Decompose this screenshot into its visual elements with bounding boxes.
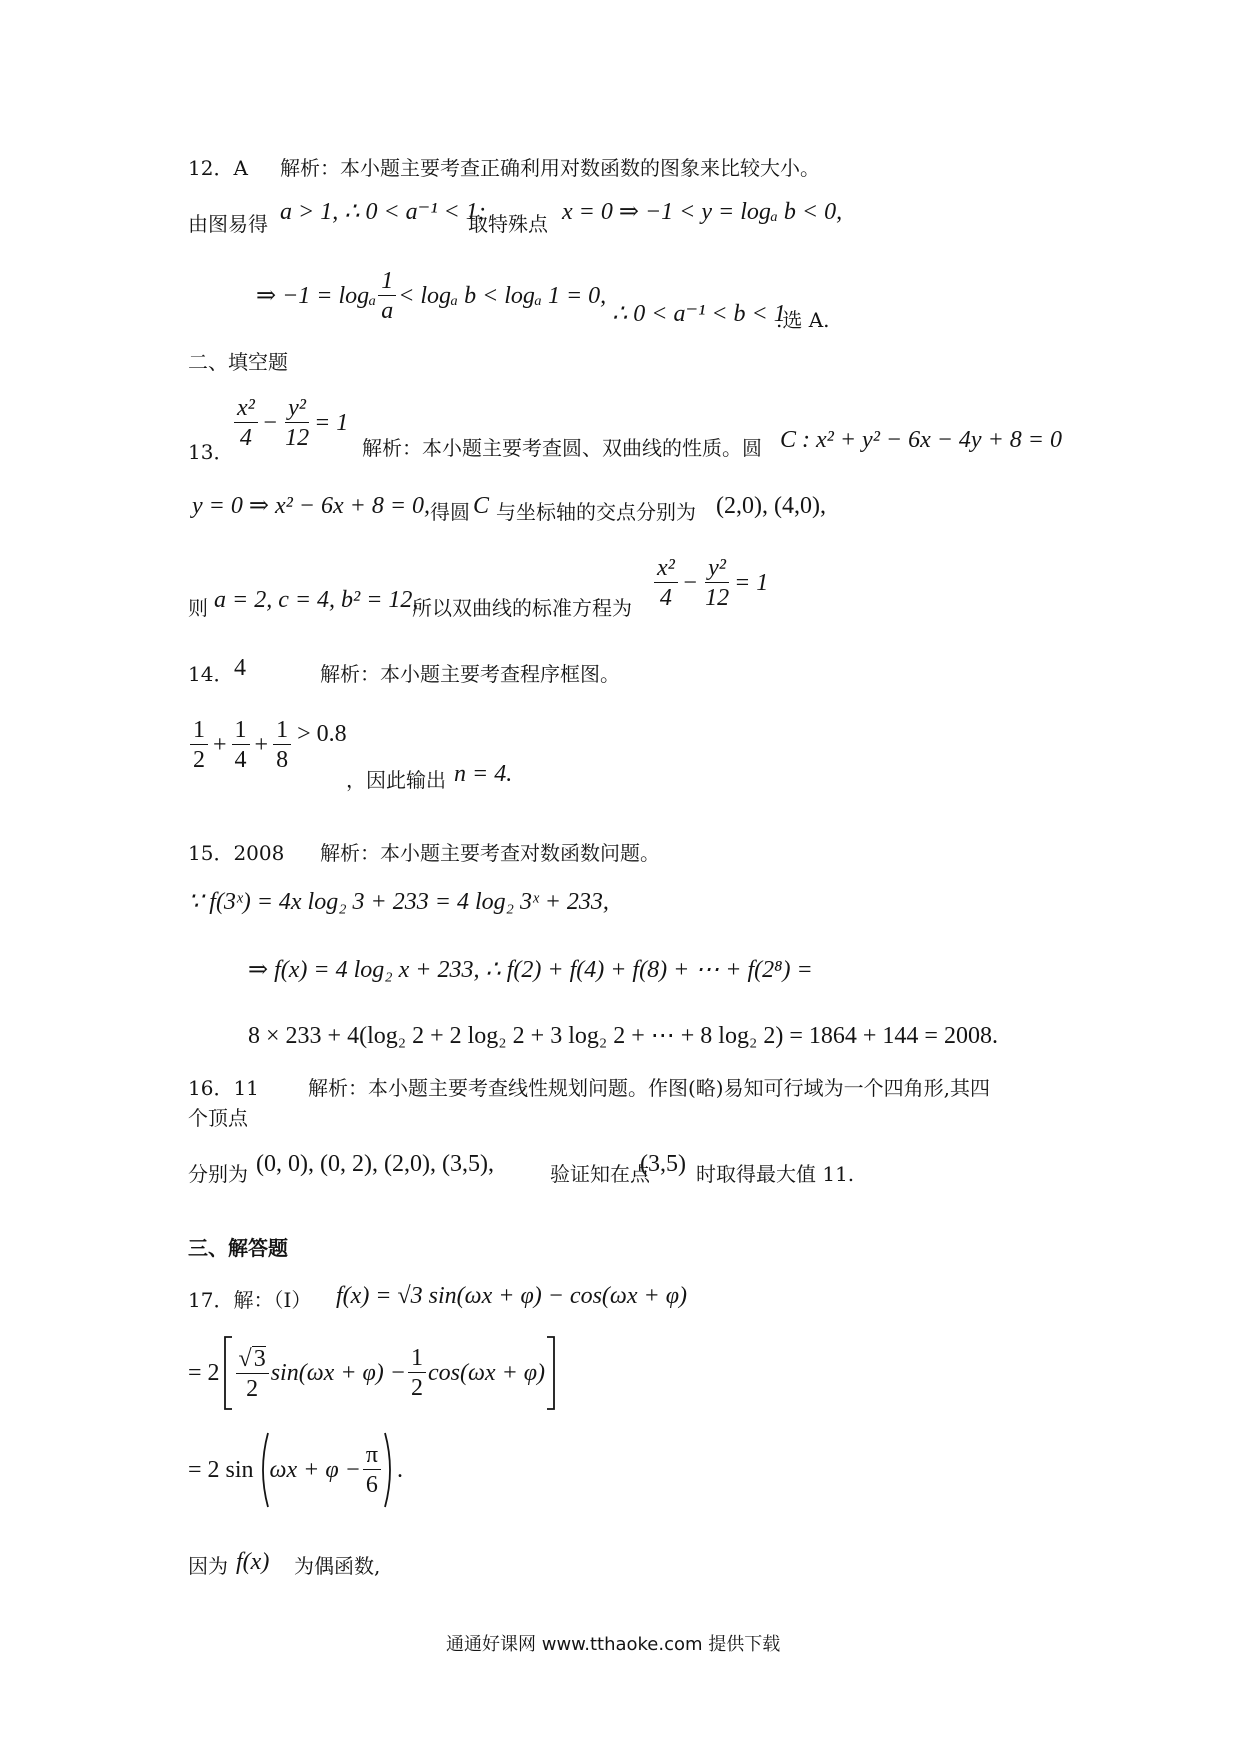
section-solutions-title: 三、解答题 xyxy=(188,1236,288,1260)
q12-frac-num: 1 xyxy=(378,269,396,296)
q13-line3-text1: 则 xyxy=(188,596,208,620)
q12-line2-prefix: 由图易得 xyxy=(188,212,268,236)
right-bracket-icon xyxy=(545,1335,557,1411)
q17-line4-text1: 因为 xyxy=(188,1554,228,1578)
q14-frac-1-den: 2 xyxy=(193,747,205,773)
q12-explanation: 解析：本小题主要考查正确利用对数函数的图象来比较大小。 xyxy=(280,156,820,180)
q13-std-frac-x xyxy=(654,556,678,610)
q16-line2-text2: 验证知在点 xyxy=(550,1162,650,1186)
q14-frac-2-den: 4 xyxy=(234,747,247,773)
q14-answer: 4 xyxy=(234,655,246,681)
q13-line2-C: C xyxy=(473,493,490,519)
q17-sqrt3: 3 xyxy=(253,1345,266,1372)
q14-frac-2-num: 1 xyxy=(232,718,250,745)
q15-line1: ∵ f(3ˣ) = 4x log₂ 3 + 233 = 4 log₂ 3ˣ + 233, xyxy=(188,889,609,915)
q17-line3-end: . xyxy=(396,1457,403,1483)
q12-line3-math3: ∴ 0 < a⁻¹ < b < 1 xyxy=(612,301,786,327)
q13-std-frac-x-den: 4 xyxy=(659,585,672,611)
q13-standard-equation: $\frac{\text{x²}}{4}$ − $\frac{\text{y²}}{12}$ = 1 xyxy=(652,556,768,610)
q13-frac-x xyxy=(234,396,258,450)
q13-circle-eq: C : x² + y² − 6x − 4y + 8 = 0 xyxy=(780,427,1062,453)
q17-line3 xyxy=(188,1430,403,1510)
q17-frac-sqrt3 xyxy=(236,1346,269,1401)
q14-frac-3 xyxy=(273,718,291,772)
q17-frac-half-den: 2 xyxy=(410,1375,423,1401)
q13-line3-math: a = 2, c = 4, b² = 12, xyxy=(214,587,419,613)
q13-line2-points: (2,0), (4,0), xyxy=(716,493,826,519)
left-bracket-icon xyxy=(222,1335,234,1411)
q17-line2-post: cos(ωx + φ) xyxy=(427,1360,546,1386)
q13-std-frac-y-den: 12 xyxy=(705,585,730,611)
q13-frac-y xyxy=(282,396,312,450)
page-footer: 通通好课网 www.tthaoke.com 提供下载 xyxy=(446,1634,781,1655)
q15-number: 15．2008 xyxy=(188,841,285,865)
q17-line3-pre: = 2 sin xyxy=(188,1457,254,1483)
q13-frac-y-den: 12 xyxy=(285,425,310,451)
q14-frac-1 xyxy=(190,718,208,772)
q15-explanation: 解析：本小题主要考查对数函数问题。 xyxy=(320,841,660,865)
q14-number: 14． xyxy=(188,662,234,686)
q13-std-eq: = 1 xyxy=(734,570,769,596)
q17-frac-sqrt3-den: 2 xyxy=(246,1375,259,1402)
section-fill-in-title: 二、填空题 xyxy=(188,350,288,374)
q14-sum: $\frac{1}{2}$ + $\frac{1}{4}$ + $\frac{1}{8}$ > 0.8 xyxy=(188,718,347,772)
q17-line3-mid: ωx + φ − xyxy=(269,1457,361,1483)
q13-line2-math: y = 0 ⇒ x² − 6x + 8 = 0, xyxy=(192,493,431,519)
q13-answer-eq: = 1 xyxy=(314,410,349,436)
q12-line3-rhs: < logₐ b < logₐ 1 = 0, xyxy=(398,283,607,309)
q14-output: n = 4. xyxy=(454,761,513,787)
q13-line3-text2: 所以双曲线的标准方程为 xyxy=(412,596,632,620)
q13-line2-text2: 与坐标轴的交点分别为 xyxy=(496,500,696,524)
q12-frac-den: a xyxy=(381,298,394,324)
q13-std-frac-y xyxy=(702,556,732,610)
q13-frac-y-num: y² xyxy=(285,396,309,423)
q16-explanation: 解析：本小题主要考查线性规划问题。作图(略)易知可行域为一个四角形,其四 xyxy=(308,1076,990,1100)
q14-gt: > 0.8 xyxy=(297,721,347,747)
q17-frac-pi6 xyxy=(363,1443,381,1497)
q17-frac-half xyxy=(408,1346,426,1400)
q14-frac-3-den: 8 xyxy=(276,747,289,773)
q17-line2 xyxy=(188,1334,557,1412)
q17-frac-pi: π xyxy=(363,1443,381,1470)
q17-frac-half-num: 1 xyxy=(408,1346,426,1373)
q17-line2-mid: sin(ωx + φ) − xyxy=(270,1360,406,1386)
q12-line3-math xyxy=(256,269,606,323)
q17-frac-6: 6 xyxy=(365,1472,378,1498)
q16-vertices: (0, 0), (0, 2), (2,0), (3,5), xyxy=(256,1151,494,1177)
q14-frac-3-num: 1 xyxy=(273,718,291,745)
q15-line3: 8 × 233 + 4(log₂ 2 + 2 log₂ 2 + 3 log₂ 2 + ⋯ + 8 log₂ 2) = 1864 + 144 = 2008. xyxy=(248,1023,998,1049)
q14-frac-2 xyxy=(232,718,250,772)
q16-number: 16．11 xyxy=(188,1076,259,1100)
q13-std-frac-y-num: y² xyxy=(705,556,729,583)
q17-frac-sqrt3-num: √3 xyxy=(236,1346,269,1374)
q12-number: 12．A xyxy=(188,156,248,180)
q17-line4-text2: 为偶函数, xyxy=(294,1554,381,1578)
q16-line2-text1: 分别为 xyxy=(188,1162,248,1186)
q17-line4-math: f(x) xyxy=(236,1549,270,1575)
q12-line2-mid: 取特殊点 xyxy=(468,212,548,236)
q12-line2-math2: x = 0 ⇒ −1 < y = logₐ b < 0, xyxy=(562,199,843,225)
q16-line2-text3: 时取得最大值 11. xyxy=(696,1162,855,1186)
q17-number: 17．解：（Ⅰ） xyxy=(188,1288,312,1312)
q15-line2: ⇒ f(x) = 4 log₂ x + 233, ∴ f(2) + f(4) + f(8) + ⋯ + f(2⁸) = xyxy=(248,957,813,983)
left-paren-icon xyxy=(256,1431,270,1509)
q17-line1: f(x) = √3 sin(ωx + φ) − cos(ωx + φ) xyxy=(336,1283,687,1309)
q14-text: ，因此输出 xyxy=(346,768,446,792)
q14-frac-1-num: 1 xyxy=(190,718,208,745)
q13-number: 13． xyxy=(188,440,234,464)
q12-fraction xyxy=(378,269,396,323)
q13-answer: $\frac{\text{x²}}{4}$ − $\frac{\text{y²}}{12}$ = 1 xyxy=(232,396,348,450)
q13-explanation: 解析：本小题主要考查圆、双曲线的性质。圆 xyxy=(362,436,762,460)
q17-line2-pre: = 2 xyxy=(188,1360,220,1386)
q12-line3-lhs: ⇒ −1 = logₐ xyxy=(256,283,377,309)
q16-max-point: (3,5) xyxy=(640,1151,686,1177)
q16-explanation-cont: 个顶点 xyxy=(188,1106,248,1130)
q12-line3-suffix: .选 A. xyxy=(776,308,830,332)
q13-frac-x-den: 4 xyxy=(239,425,252,451)
q12-line2-math1: a > 1, ∴ 0 < a⁻¹ < 1; xyxy=(280,199,486,225)
q13-std-frac-x-num: x² xyxy=(654,556,678,583)
q13-line2-text1: 得圆 xyxy=(430,500,470,524)
q14-explanation: 解析：本小题主要考查程序框图。 xyxy=(320,662,620,686)
q13-frac-x-num: x² xyxy=(234,396,258,423)
right-paren-icon xyxy=(383,1431,397,1509)
